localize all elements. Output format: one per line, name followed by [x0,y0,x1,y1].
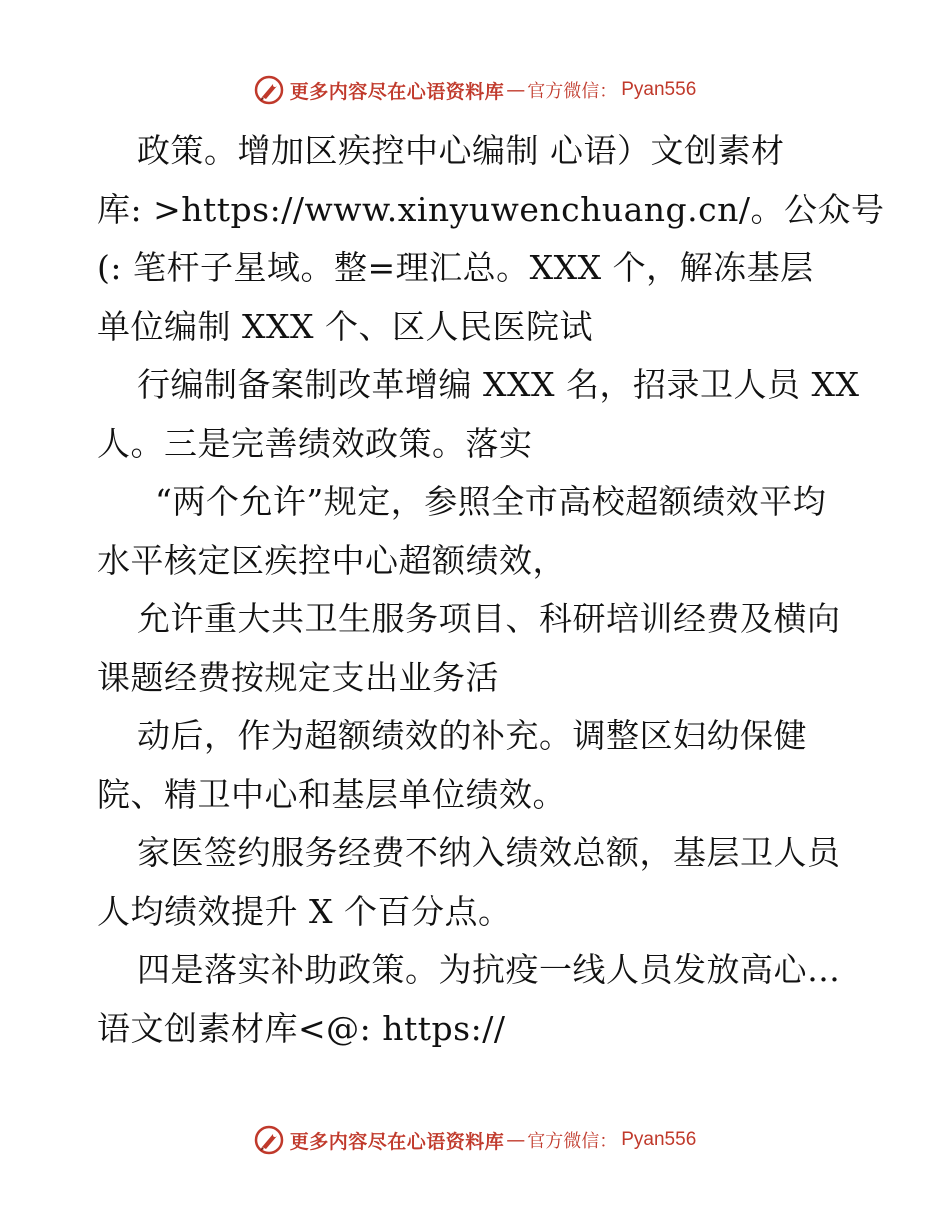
wechat-id: Pyan556 [621,79,697,100]
pen-nib-logo-icon [254,1125,284,1155]
body-line-6: 人。三是完善绩效政策。落实 [97,423,533,463]
footer-banner [0,1120,950,1160]
body-line-1: 政策。增加区疾控中心编制 心语）文创素材 [137,131,785,170]
body-line-2: 库: >https://www.xinyuwenchuang.cn/。公众号 [97,189,885,229]
banner-text: 更多内容尽在心语资料库 [289,1130,505,1153]
body-line-9: 允许重大共卫生服务项目、科研培训经费及横向 [137,599,841,638]
body-line-5: 行编制备案制改革增编 XXX 名，招录卫人员 XX [137,365,860,404]
body-line-13: 家医签约服务经费不纳入绩效总额，基层卫人员 [137,833,841,872]
body-line-11: 动后，作为超额绩效的补充。调整区妇幼保健 [137,716,807,755]
pen-nib-logo-icon [254,75,284,105]
wechat-label: 官方微信： [527,1131,618,1152]
wechat-label: 官方微信： [527,81,618,102]
body-line-8: 水平核定区疾控中心超额绩效， [97,540,566,580]
body-line-12: 院、精卫中心和基层单位绩效。 [97,774,566,814]
header-banner [0,70,950,110]
body-line-4: 单位编制 XXX 个、区人民医院试 [97,306,593,346]
body-line-16: 语文创素材库<@: https:// [97,1008,506,1048]
body-line-10: 课题经费按规定支出业务活 [97,657,499,697]
body-line-3: (: 笔杆子星域。整=理汇总。XXX 个，解冻基层 [97,248,814,287]
body-line-15: 四是落实补助政策。为抗疫一线人员发放高心… [137,950,841,989]
body-line-14: 人均绩效提升 X 个百分点。 [97,891,512,931]
banner-separator: — [506,1129,526,1151]
document-body [97,122,885,1058]
banner-separator: — [506,79,526,101]
banner-text: 更多内容尽在心语资料库 [289,80,505,103]
wechat-id: Pyan556 [621,1129,697,1150]
body-line-7: “两个允许”规定，参照全市高校超额绩效平均 [155,482,827,521]
